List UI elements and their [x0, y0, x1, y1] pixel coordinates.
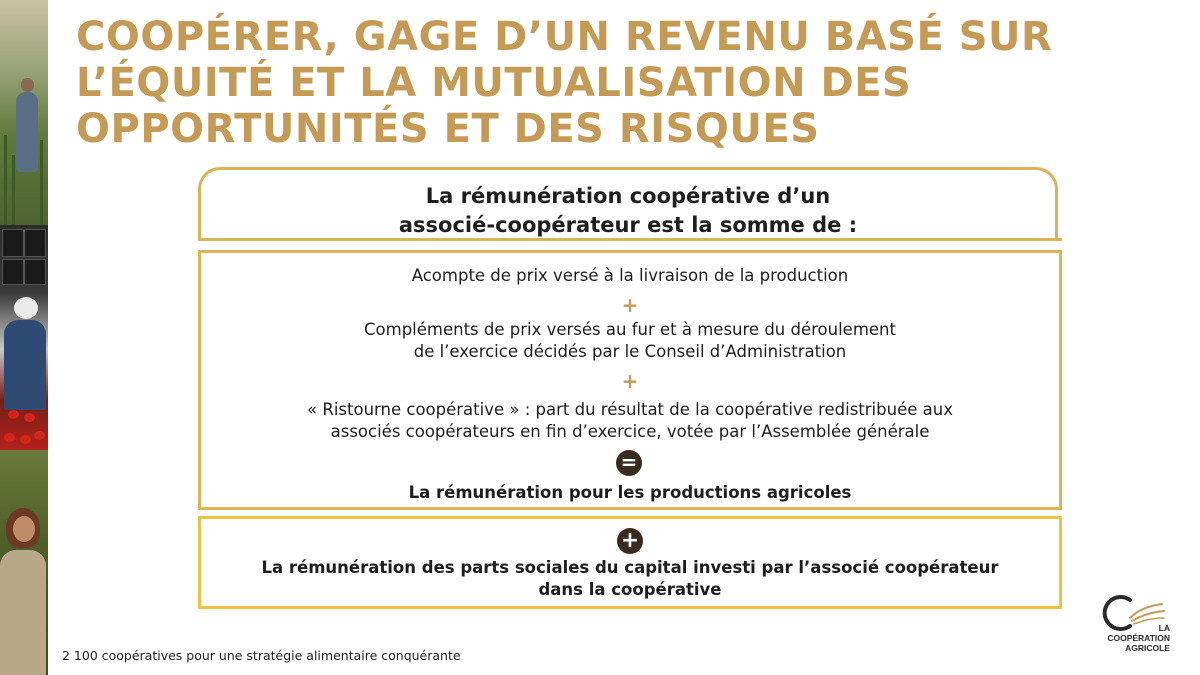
- ristourne-line-1: « Ristourne coopérative » : part du résultat de la coopérative redistribuée aux: [307, 400, 953, 419]
- acompte-text: Acompte de prix versé à la livraison de la production: [411, 266, 849, 285]
- logo-wordmark: [1100, 623, 1170, 653]
- logo-line-1: LA: [1158, 623, 1170, 633]
- intro-box: [198, 167, 1058, 239]
- intro-line-2: associé-coopérateur est la somme de :: [398, 213, 858, 237]
- capital-remuneration-box: [198, 516, 1062, 609]
- capital-line-2: dans la coopérative: [538, 580, 722, 599]
- photo-woman-greenhouse: [0, 450, 48, 675]
- ristourne-line-2: associés coopérateurs en fin d’exercice, votée par l’Assemblée générale: [330, 422, 930, 441]
- equals-icon: =: [616, 450, 642, 476]
- result-text: La rémunération pour les productions agricoles: [408, 483, 852, 502]
- plus-sign-1: +: [621, 293, 639, 317]
- remuneration-components-box: [198, 250, 1062, 510]
- intro-text: [201, 182, 1055, 240]
- page-title: COOPÉRER, GAGE D’UN REVENU BASÉ SUR L’ÉQUITÉ ET LA MUTUALISATION DES OPPORTUNITÉS ET DES RISQUES: [76, 14, 1053, 152]
- photo-strip: [0, 0, 48, 675]
- plus-sign-2: +: [621, 369, 639, 393]
- logo-line-3: AGRICOLE: [1125, 643, 1170, 653]
- footer-tagline: 2 100 coopératives pour une stratégie alimentaire conquérante: [62, 648, 461, 663]
- intro-divider: [198, 238, 1062, 241]
- photo-factory-worker: [0, 225, 48, 450]
- plus-icon: +: [617, 528, 643, 554]
- photo-farmer-field: [0, 0, 48, 225]
- capital-line-1: La rémunération des parts sociales du capital investi par l’associé coopérateur: [261, 558, 999, 577]
- intro-line-1: La rémunération coopérative d’un: [425, 184, 831, 208]
- logo-line-2: COOPÉRATION: [1107, 633, 1170, 643]
- complements-line-1: Compléments de prix versés au fur et à mesure du déroulement: [364, 320, 896, 339]
- complements-line-2: de l’exercice décidés par le Conseil d’Administration: [413, 342, 847, 361]
